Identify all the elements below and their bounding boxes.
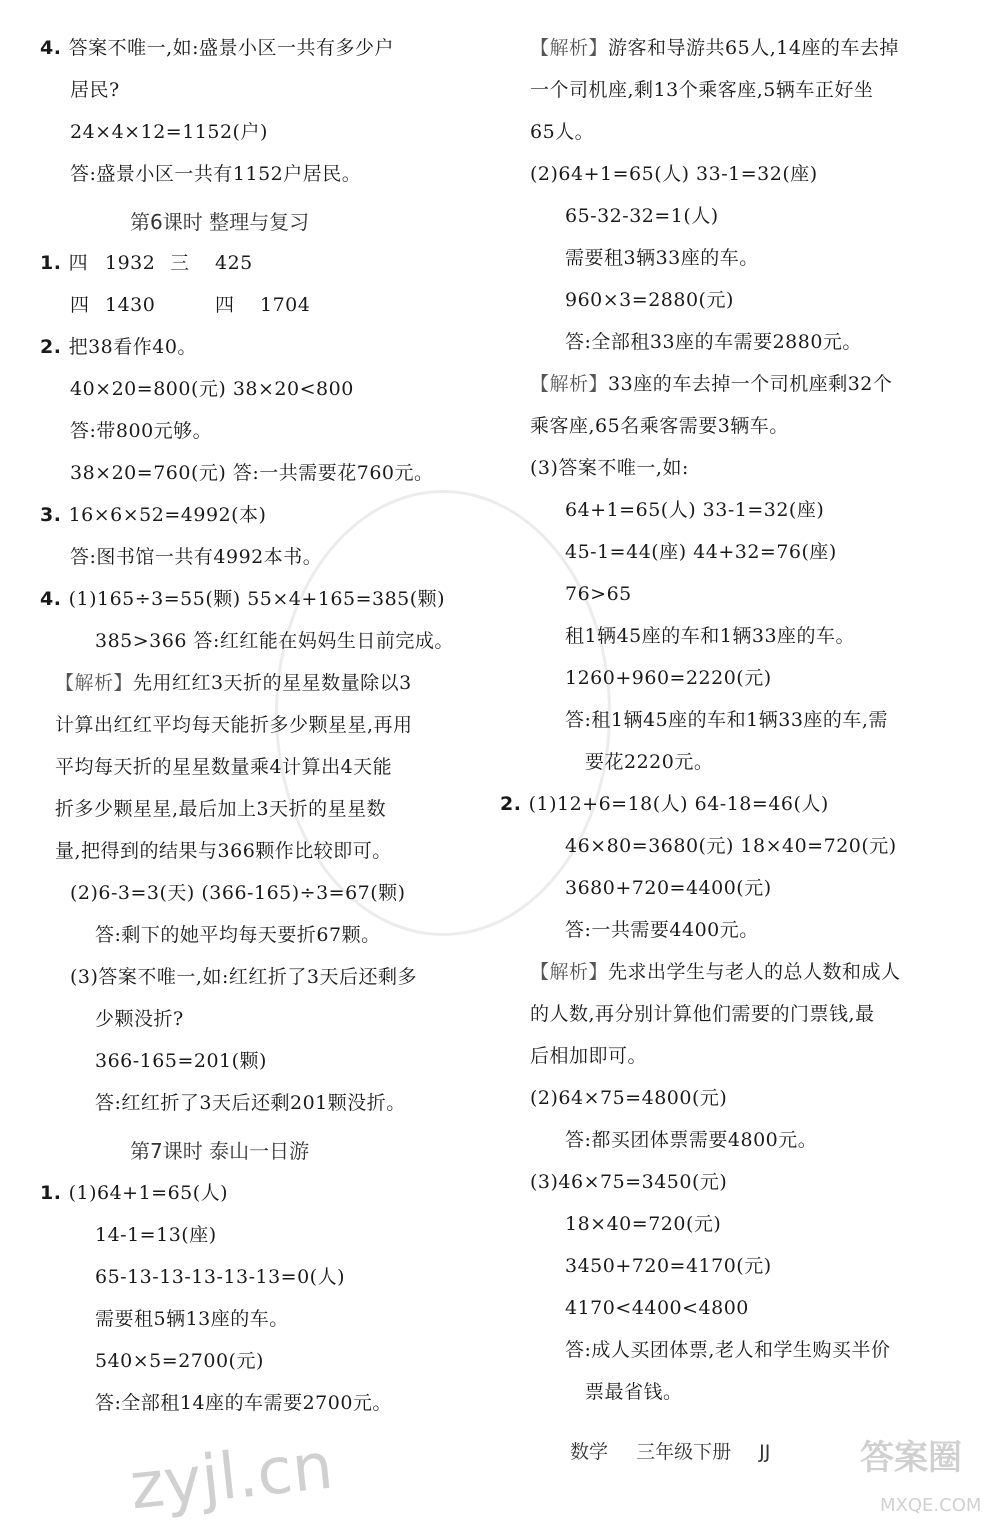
line-text: 一个司机座,剩13个乘客座,5辆车正好坐 [530, 79, 874, 101]
question-number: 1. [40, 1182, 69, 1204]
line-text: 18×40=720(元) [565, 1213, 722, 1235]
left-line-36 [95, 1389, 392, 1417]
question-number: 3. [40, 504, 69, 526]
right-line-30 [565, 1294, 749, 1322]
left-line-27 [70, 963, 417, 991]
right-line-15 [565, 664, 772, 692]
question-number: 2. [40, 336, 69, 358]
line-text: 三 [170, 252, 190, 274]
right-line-5 [565, 244, 759, 272]
right-line-19 [565, 832, 897, 860]
right-line-29 [565, 1252, 772, 1280]
line-text: 乘客座,65名乘客需要3辆车。 [530, 415, 789, 437]
left-line-18 [40, 585, 445, 613]
left-line-10 [215, 291, 235, 319]
left-line-17 [70, 543, 322, 571]
line-text: 的人数,再分别计算他们需要的门票钱,最 [530, 1003, 875, 1025]
line-text: 答:图书馆一共有4992本书。 [70, 546, 323, 568]
left-line-25 [70, 879, 406, 907]
right-line-16 [565, 706, 888, 734]
right-line-14 [565, 622, 855, 650]
left-line-14 [70, 417, 212, 445]
question-number: 1. [40, 252, 69, 274]
left-line-28 [95, 1005, 184, 1033]
left-line-2 [70, 118, 268, 146]
right-line-25 [530, 1084, 727, 1112]
footer-edition: JJ [759, 1441, 771, 1463]
line-text: (3)答案不唯一,如:红红折了3天后还剩多 [70, 966, 417, 988]
line-text: 答:红红折了3天后还剩201颗没折。 [95, 1092, 406, 1114]
right-column [500, 0, 980, 1527]
right-line-26 [565, 1126, 817, 1154]
left-line-26 [95, 921, 381, 949]
line-text: 答:全部租33座的车需要2880元。 [565, 331, 862, 353]
line-text: 3680+720=4400(元) [565, 877, 772, 899]
right-line-12 [565, 538, 837, 566]
left-line-9 [105, 291, 155, 319]
left-line-15 [70, 459, 434, 487]
left-line-4 [105, 249, 155, 277]
watermark-site: zyjl.cn [126, 1429, 337, 1525]
line-text: 366-165=201(颗) [95, 1050, 267, 1072]
line-text: 答:带800元够。 [70, 420, 213, 442]
left-line-20 [55, 669, 412, 697]
right-line-31 [565, 1336, 890, 1364]
line-text: 答:成人买团体票,老人和学生购买半价 [565, 1339, 891, 1361]
line-text: 需要租5辆13座的车。 [95, 1308, 289, 1330]
right-line-24 [530, 1042, 647, 1070]
right-line-17 [585, 748, 713, 776]
line-text: 1704 [260, 294, 311, 316]
line-text: 租1辆45座的车和1辆33座的车。 [565, 625, 856, 647]
line-text: 65人。 [530, 121, 595, 143]
line-text: 少颗没折? [95, 1008, 184, 1030]
left-line-16 [40, 501, 266, 529]
page-footer [570, 1437, 792, 1464]
right-line-0 [530, 34, 899, 62]
left-line-24 [55, 837, 392, 865]
left-line-29 [95, 1047, 267, 1075]
line-text: 1430 [105, 294, 156, 316]
left-column [0, 0, 480, 1527]
line-text: 46×80=3680(元) 18×40=720(元) [565, 835, 897, 857]
left-line-1 [70, 76, 120, 104]
left-line-23 [55, 795, 386, 823]
line-text: 4170<4400<4800 [565, 1297, 749, 1319]
left-line-3 [70, 160, 361, 188]
left-line-13 [70, 375, 354, 403]
line-text: 计算出红红平均每天能折多少颗星星,再用 [55, 714, 413, 736]
line-text: 65-13-13-13-13-13=0(人) [95, 1266, 345, 1288]
footer-grade: 三年级下册 [636, 1441, 732, 1463]
line-text: (3)46×75=3450(元) [530, 1171, 728, 1193]
line-text: 答:全部租14座的车需要2700元。 [95, 1392, 392, 1414]
left-line-8 [70, 291, 90, 319]
line-text: 答案不唯一,如:盛景小区一共有多少户 [68, 37, 395, 59]
right-line-3 [530, 160, 818, 188]
right-line-27 [530, 1168, 727, 1196]
line-text: 答:盛景小区一共有1152户居民。 [70, 163, 362, 185]
line-text: 需要租3辆33座的车。 [565, 247, 759, 269]
line-text: 425 [215, 252, 253, 274]
line-text: 64+1=65(人) 33-1=32(座) [565, 499, 825, 521]
right-line-1 [530, 76, 873, 104]
right-line-21 [565, 916, 759, 944]
left-line-35 [95, 1347, 264, 1375]
line-text: (1)12+6=18(人) 64-18=46(人) [528, 793, 829, 815]
left-line-22 [55, 753, 392, 781]
line-text: 24×4×12=1152(户) [70, 121, 268, 143]
line-text: 540×5=2700(元) [95, 1350, 264, 1372]
line-text: 38×20=760(元) 答:一共需要花760元。 [70, 462, 434, 484]
analysis-tag: 【解析】 [530, 37, 609, 59]
question-number: 4. [40, 37, 69, 59]
left-line-31 [40, 1179, 228, 1207]
line-text: 折多少颗星星,最后加上3天折的星星数 [55, 798, 387, 820]
line-text: 游客和导游共65人,14座的车去掉 [608, 37, 899, 59]
question-number: 4. [40, 588, 69, 610]
left-line-0 [40, 34, 394, 62]
line-text: 65-32-32=1(人) [565, 205, 719, 227]
section-heading-lesson7: 第7课时 泰山一日游 [130, 1139, 310, 1163]
watermark-site-2: MXQE.COM [880, 1495, 982, 1516]
line-text: (2)6-3=3(天) (366-165)÷3=67(颗) [70, 882, 406, 904]
line-text: 居民? [70, 79, 120, 101]
line-text: 14-1=13(座) [95, 1224, 217, 1246]
section-heading-lesson6: 第6课时 整理与复习 [130, 210, 310, 234]
line-text: 76>65 [565, 583, 632, 605]
left-line-19 [95, 627, 454, 655]
left-line-5 [215, 249, 253, 277]
line-text: 要花2220元。 [585, 751, 714, 773]
line-text: 960×3=2880(元) [565, 289, 734, 311]
line-text: 385>366 答:红红能在妈妈生日前完成。 [95, 630, 454, 652]
right-line-23 [530, 1000, 875, 1028]
left-line-21 [55, 711, 413, 739]
footer-subject: 数学 [570, 1441, 609, 1463]
line-text: (3)答案不唯一,如: [530, 457, 689, 479]
right-line-22 [530, 958, 901, 986]
line-text: 答:剩下的她平均每天要折67颗。 [95, 924, 381, 946]
left-line-32 [95, 1221, 217, 1249]
line-text: (1)165÷3=55(颗) 55×4+165=385(颗) [68, 588, 446, 610]
left-line-33 [95, 1263, 345, 1291]
line-text: 答:都买团体票需要4800元。 [565, 1129, 818, 1151]
line-text: (2)64×75=4800(元) [530, 1087, 728, 1109]
right-line-13 [565, 580, 632, 608]
right-line-18 [500, 790, 829, 818]
left-line-6 [40, 249, 88, 277]
line-text: 33座的车去掉一个司机座剩32个 [608, 373, 893, 395]
left-line-12 [40, 333, 197, 361]
line-text: 后相加即可。 [530, 1045, 648, 1067]
right-line-8 [530, 370, 892, 398]
analysis-tag: 【解析】 [55, 672, 134, 694]
line-text: 40×20=800(元) 38×20<800 [70, 378, 354, 400]
watermark-logo: 答案圈 [860, 1438, 962, 1478]
right-line-7 [565, 328, 862, 356]
line-text: 答:一共需要4400元。 [565, 919, 759, 941]
line-text: 1260+960=2220(元) [565, 667, 772, 689]
right-line-32 [585, 1378, 683, 1406]
left-line-11 [260, 291, 310, 319]
line-text: 四 [215, 294, 235, 316]
line-text: 先求出学生与老人的总人数和成人 [608, 961, 901, 983]
line-text: 四 [68, 252, 89, 274]
line-text: (1)64+1=65(人) [68, 1182, 229, 1204]
right-line-20 [565, 874, 772, 902]
left-line-7 [170, 249, 190, 277]
line-text: (2)64+1=65(人) 33-1=32(座) [530, 163, 818, 185]
line-text: 答:租1辆45座的车和1辆33座的车,需 [565, 709, 888, 731]
analysis-tag: 【解析】 [530, 961, 609, 983]
line-text: 16×6×52=4992(本) [68, 504, 267, 526]
right-line-11 [565, 496, 824, 524]
left-line-34 [95, 1305, 289, 1333]
line-text: 3450+720=4170(元) [565, 1255, 772, 1277]
right-line-28 [565, 1210, 721, 1238]
right-line-9 [530, 412, 789, 440]
right-line-10 [530, 454, 689, 482]
line-text: 1932 [105, 252, 156, 274]
line-text: 先用红红3天折的星星数量除以3 [133, 672, 412, 694]
right-line-6 [565, 286, 734, 314]
left-line-30 [95, 1089, 406, 1117]
line-text: 量,把得到的结果与366颗作比较即可。 [55, 840, 392, 862]
question-number: 2. [500, 793, 529, 815]
line-text: 四 [70, 294, 90, 316]
line-text: 票最省钱。 [585, 1381, 683, 1403]
line-text: 把38看作40。 [68, 336, 197, 358]
right-line-4 [565, 202, 719, 230]
analysis-tag: 【解析】 [530, 373, 609, 395]
line-text: 平均每天折的星星数量乘4计算出4天能 [55, 756, 393, 778]
right-line-2 [530, 118, 594, 146]
line-text: 45-1=44(座) 44+32=76(座) [565, 541, 837, 563]
